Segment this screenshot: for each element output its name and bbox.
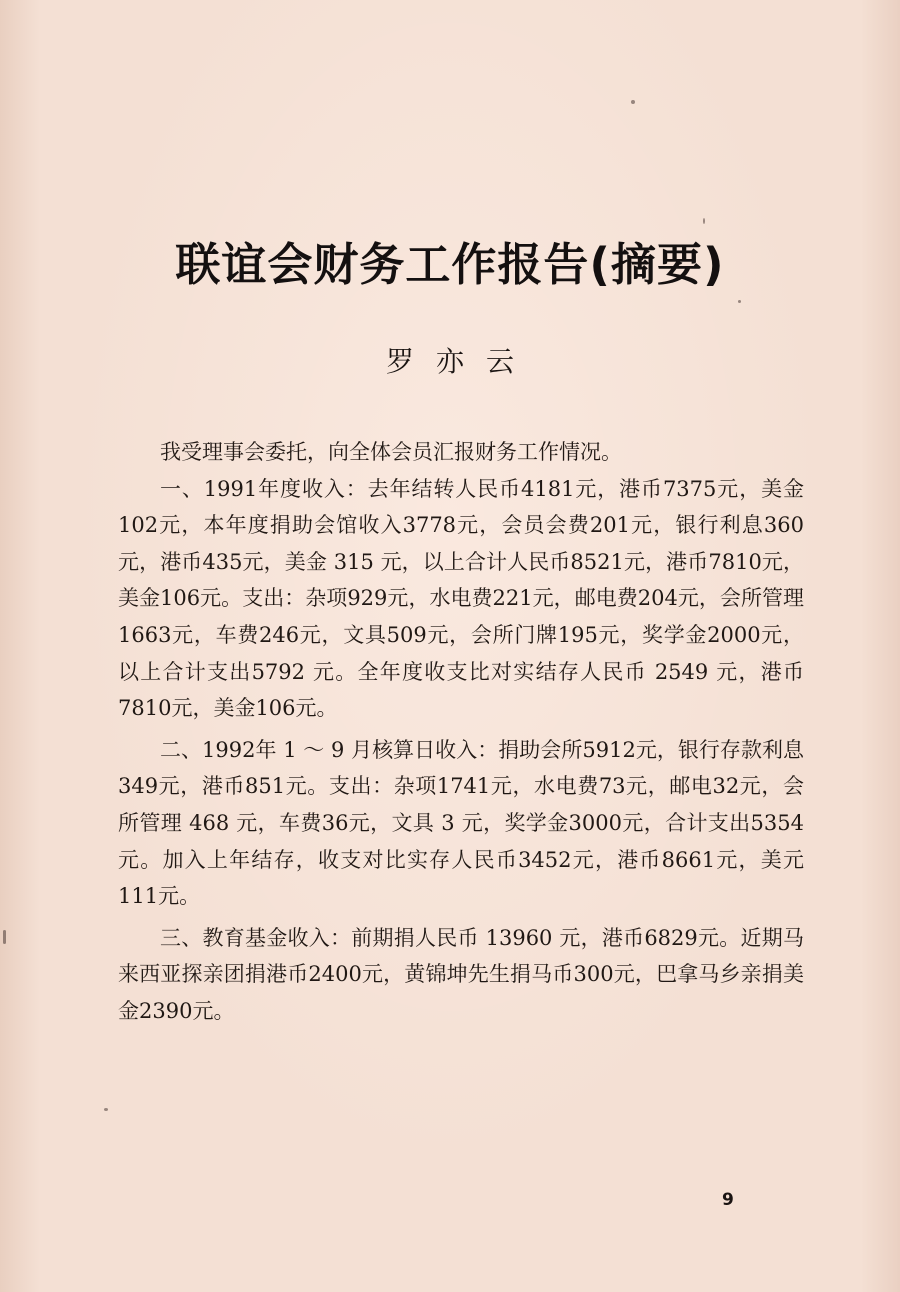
intro-paragraph: 我受理事会委托，向全体会员汇报财务工作情况。 — [160, 440, 622, 464]
page-number: 9 — [722, 1190, 734, 1210]
section-education-fund: 三、教育基金收入：前期捐人民币 13960 元，港币6829元。近期马来西亚探亲团捐港币2400元，黄锦坤先生捐马币300元，巴拿马乡亲捐美金2390元。 — [118, 925, 804, 1023]
report-body — [118, 434, 804, 1030]
author-name: 罗亦云 — [385, 345, 536, 378]
section-1992-income: 二、1992年 1 ～ 9 月核算日收入：捐助会所5912元，银行存款利息349元，港币851元。支出：杂项1741元，水电费73元，邮电32元，会所管理 468 元，车费36元，文具 3 元，奖学金3000元，合计支出5354元。加入上年结存，收支对比实存人民币3452元，港币8661元，美元111元。 — [118, 737, 804, 909]
section-1991-income: 一、1991年度收入：去年结转人民币4181元，港币7375元，美金102元，本年度捐助会馆收入3778元，会员会费201元，银行利息360元，港币435元，美金 315 元，以上合计人民币8521元，港币7810元，美金106元。支出：杂项929元，水电费221元，邮电费204元，会所管理1663元，车费246元，文具509元，会所门牌195元，奖学金2000元，以上合计支出5792 元。全年度收支比对实结存人民币 2549 元，港币 7810元，美金106元。 — [118, 476, 804, 721]
report-title: 联谊会财务工作报告(摘要) — [175, 238, 725, 291]
